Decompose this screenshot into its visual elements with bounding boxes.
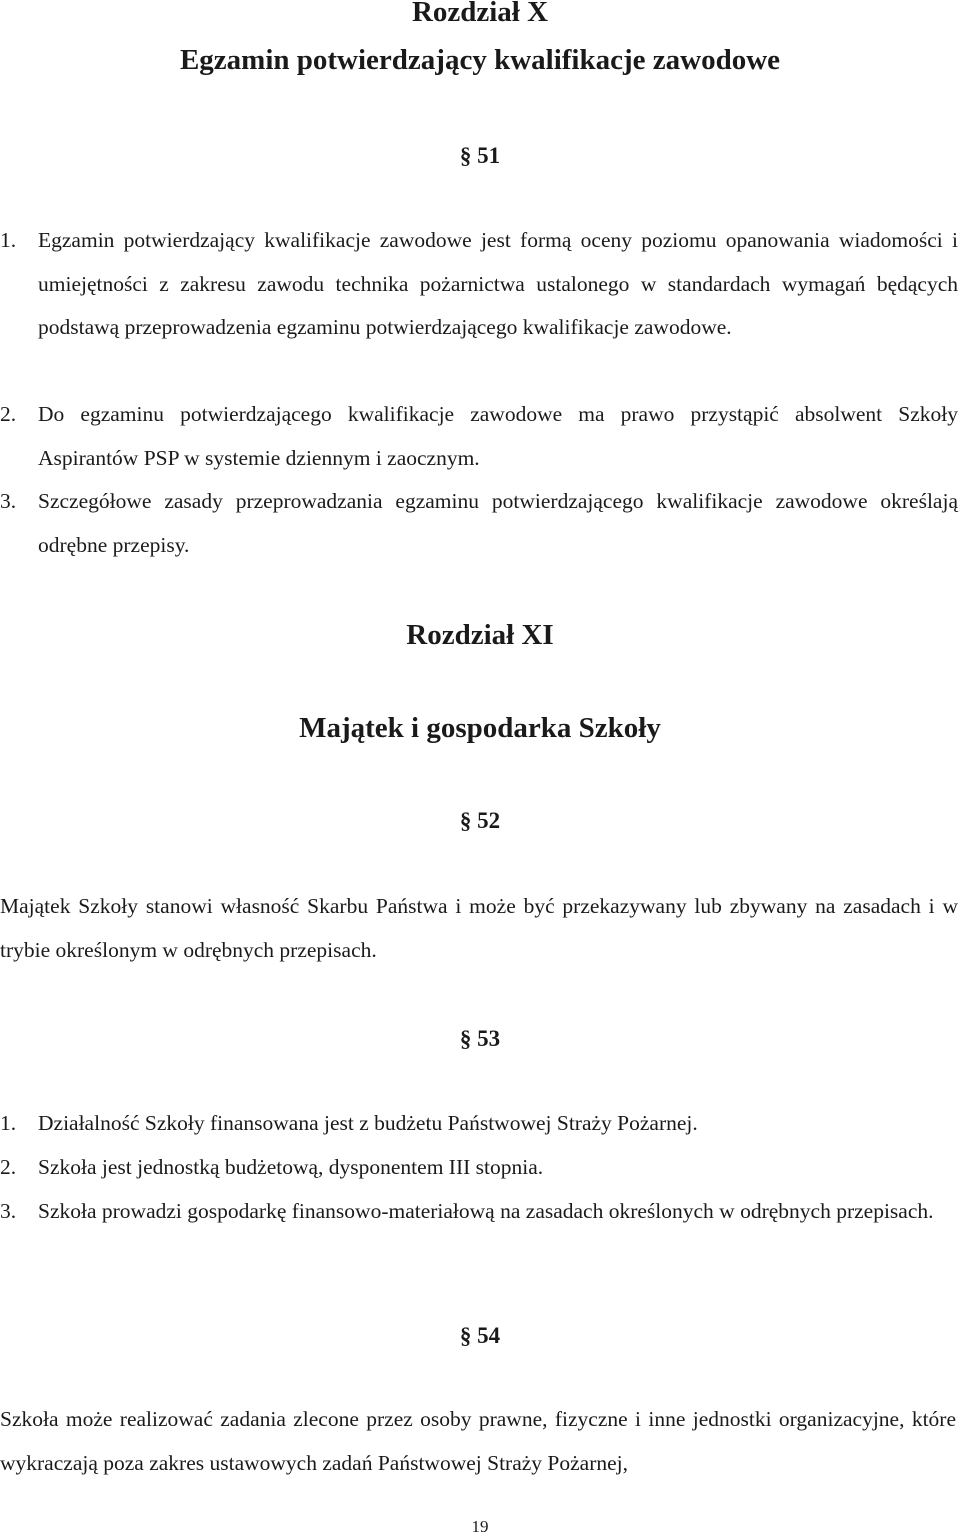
page-number: 19: [471, 1517, 489, 1536]
item-text: Egzamin potwierdzający kwalifikacje zawodowe jest formą oceny poziomu opanowania wiadomości i umiejętności z zakresu zawodu technika pożarnictwa ustalonego w standardach wymagań będących podstawą przeprowadzenia egzaminu potwierdzającego kwalifikacje zawodowe.: [38, 228, 958, 339]
section-53-item-1: [0, 1102, 958, 1146]
section-52-text: Majątek Szkoły stanowi własność Skarbu Państwa i może być przekazywany lub zbywany na zasadach i w trybie określonym w odrębnych przepisach.: [0, 894, 958, 962]
chapter-11-title: Rozdział XI: [406, 619, 554, 651]
section-54-heading: § 54: [459, 1323, 501, 1348]
section-53-item-3: [0, 1190, 958, 1234]
section-53-item-2: [0, 1146, 958, 1190]
section-51-heading: § 51: [459, 143, 501, 168]
item-text: Szkoła prowadzi gospodarkę finansowo-materiałową na zasadach określonych w odrębnych przepisach.: [38, 1199, 934, 1223]
item-number: 3.: [0, 1199, 17, 1223]
item-text: Szczegółowe zasady przeprowadzania egzaminu potwierdzającego kwalifikacje zawodowe określają odrębne przepisy.: [38, 489, 958, 557]
item-text: Szkoła jest jednostką budżetową, dysponentem III stopnia.: [38, 1155, 544, 1179]
chapter-10-subtitle: Egzamin potwierdzający kwalifikacje zawodowe: [179, 44, 781, 76]
section-54-text: Szkoła może realizować zadania zlecone przez osoby prawne, fizyczne i inne jednostki organizacyjne, które wykraczają poza zakres ustawowych zadań Państwowej Straży Pożarnej,: [0, 1407, 956, 1475]
item-text: Do egzaminu potwierdzającego kwalifikacje zawodowe ma prawo przystąpić absolwent Szkoły Aspirantów PSP w systemie dziennym i zaocznym.: [38, 402, 958, 470]
item-number: 3.: [0, 489, 17, 513]
chapter-11-subtitle: Majątek i gospodarka Szkoły: [299, 712, 661, 744]
section-51-item-2: [0, 393, 958, 480]
item-number: 2.: [0, 1155, 17, 1179]
chapter-10-title: Rozdział X: [411, 0, 549, 28]
item-text: Działalność Szkoły finansowana jest z budżetu Państwowej Straży Pożarnej.: [38, 1111, 698, 1135]
section-51-item-3: [0, 480, 958, 567]
section-53-heading: § 53: [459, 1026, 501, 1051]
item-number: 2.: [0, 402, 17, 426]
item-number: 1.: [0, 1111, 17, 1135]
item-number: 1.: [0, 228, 17, 252]
section-51-item-1: [0, 219, 958, 350]
section-52-heading: § 52: [459, 808, 501, 833]
